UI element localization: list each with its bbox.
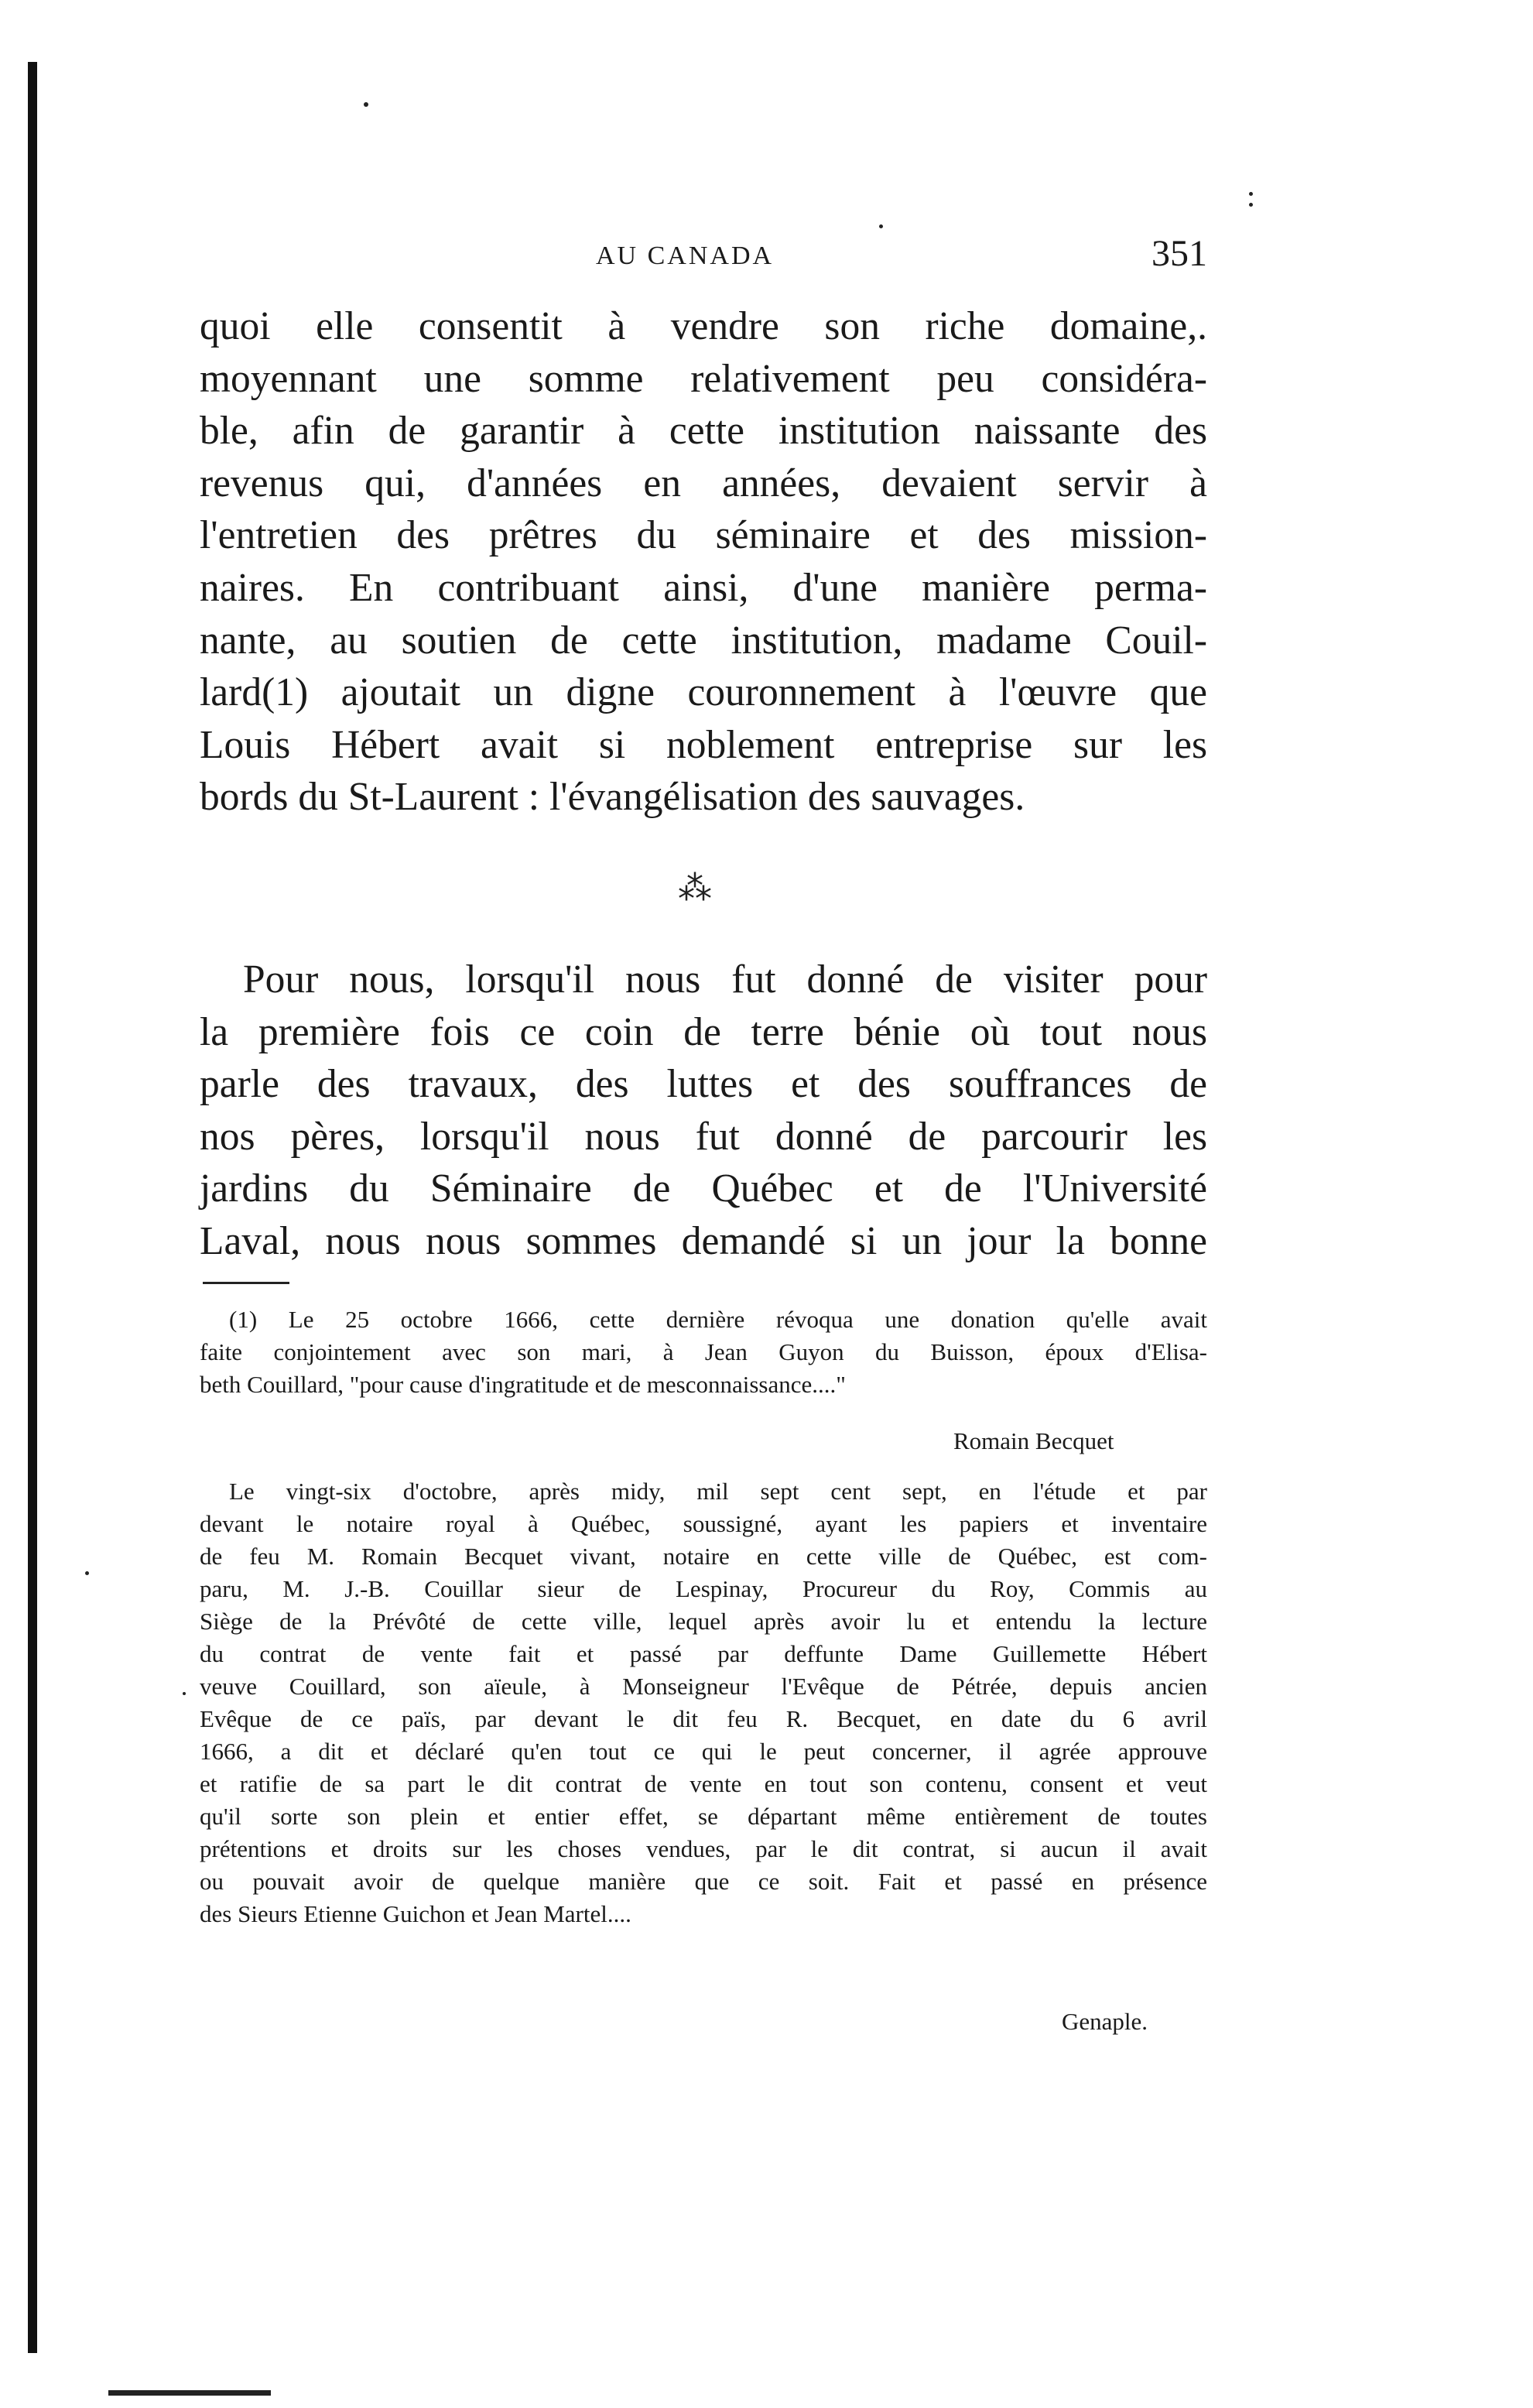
text-line: nante, au soutien de cette institution, madame Couil- xyxy=(200,618,1207,663)
footnote-line: du contrat de vente fait et passé par deffunte Dame Guillemette Hébert xyxy=(200,1640,1207,1667)
ornament-glyph: ⁂ xyxy=(678,868,712,908)
footnote-line: des Sieurs Etienne Guichon et Jean Martel.... xyxy=(200,1900,631,1927)
text-line: ble, afin de garantir à cette institution naissante des xyxy=(200,409,1207,454)
paragraph-2 xyxy=(200,954,1207,1268)
text-line: revenus qui, d'années en années, devaient servir à xyxy=(200,461,1207,505)
text-line: Pour nous, lorsqu'il nous fut donné de visiter pour xyxy=(243,957,1207,1002)
text-line: quoi elle consentit à vendre son riche domaine,. xyxy=(200,304,1207,348)
footnote-line: faite conjointement avec son mari, à Jean Guyon du Buisson, époux d'Elisa- xyxy=(200,1338,1207,1365)
footnote-line: Le vingt-six d'octobre, après midy, mil sept cent sept, en l'étude et par xyxy=(229,1478,1207,1505)
asterism-ornament xyxy=(664,868,734,930)
scan-speck xyxy=(1249,192,1253,196)
text-line: Laval, nous nous sommes demandé si un jour la bonne xyxy=(200,1218,1207,1263)
footnote-line: beth Couillard, "pour cause d'ingratitude et de mesconnaissance...." xyxy=(200,1371,846,1398)
text-line: lard(1) ajoutait un digne couronnement à l'œuvre que xyxy=(200,670,1207,715)
footnote-line: (1) Le 25 octobre 1666, cette dernière révoqua une donation qu'elle avait xyxy=(229,1306,1207,1333)
scan-speck xyxy=(1249,203,1253,207)
footnote-line: veuve Couillard, son aïeule, à Monseigneur l'Evêque de Pétrée, depuis ancien xyxy=(200,1673,1207,1700)
text-line: jardins du Séminaire de Québec et de l'Université xyxy=(200,1166,1207,1211)
footnote-line: qu'il sorte son plein et entier effet, se départant même entièrement de toutes xyxy=(200,1803,1207,1830)
footnote-2-signature: Genaple. xyxy=(1062,2008,1148,2035)
footnote-line: paru, M. J.-B. Couillar sieur de Lespinay, Procureur du Roy, Commis au xyxy=(200,1575,1207,1602)
scan-speck xyxy=(364,102,368,107)
footnote-1-signature: Romain Becquet xyxy=(953,1427,1114,1454)
text-line: la première fois ce coin de terre bénie où tout nous xyxy=(200,1009,1207,1054)
footnote-line: Siège de la Prévôté de cette ville, lequel après avoir lu et entendu la lecture xyxy=(200,1608,1207,1635)
running-title: AU CANADA xyxy=(596,241,775,270)
text-line: l'entretien des prêtres du séminaire et des mission- xyxy=(200,513,1207,558)
scan-speck xyxy=(183,1692,186,1695)
footnote-line: Evêque de ce païs, par devant le dit feu R. Becquet, en date du 6 avril xyxy=(200,1705,1207,1732)
footnote-line: et ratifie de sa part le dit contrat de vente en tout son contenu, consent et veut xyxy=(200,1770,1207,1797)
footnote-line: prétentions et droits sur les choses vendues, par le dit contrat, si aucun il avait xyxy=(200,1835,1207,1862)
page-number: 351 xyxy=(1151,233,1207,274)
footnote-2 xyxy=(200,1475,1207,1930)
footnote-line: 1666, a dit et déclaré qu'en tout ce qui le peut concerner, il agrée approuve xyxy=(200,1738,1207,1765)
scan-bottom-mark xyxy=(108,2390,271,2396)
footnote-line: devant le notaire royal à Québec, soussigné, ayant les papiers et inventaire xyxy=(200,1510,1207,1537)
scan-speck xyxy=(85,1571,89,1575)
text-line: parle des travaux, des luttes et des souffrances de xyxy=(200,1062,1207,1107)
scan-speck xyxy=(879,224,883,228)
text-line: bords du St-Laurent : l'évangélisation des sauvages. xyxy=(200,775,1025,820)
footnote-line: ou pouvait avoir de quelque manière que ce soit. Fait et passé en présence xyxy=(200,1868,1207,1895)
paragraph-1 xyxy=(200,300,1207,824)
text-line: nos pères, lorsqu'il nous fut donné de parcourir les xyxy=(200,1114,1207,1159)
running-header xyxy=(201,232,1207,279)
text-line: moyennant une somme relativement peu considéra- xyxy=(200,356,1207,401)
footnote-line: de feu M. Romain Becquet vivant, notaire en cette ville de Québec, est com- xyxy=(200,1543,1207,1570)
text-line: naires. En contribuant ainsi, d'une manière perma- xyxy=(200,565,1207,610)
text-line: Louis Hébert avait si noblement entreprise sur les xyxy=(200,722,1207,767)
footnote-rule xyxy=(203,1282,289,1284)
scan-binding-edge xyxy=(28,62,37,2353)
footnote-1 xyxy=(200,1303,1207,1401)
